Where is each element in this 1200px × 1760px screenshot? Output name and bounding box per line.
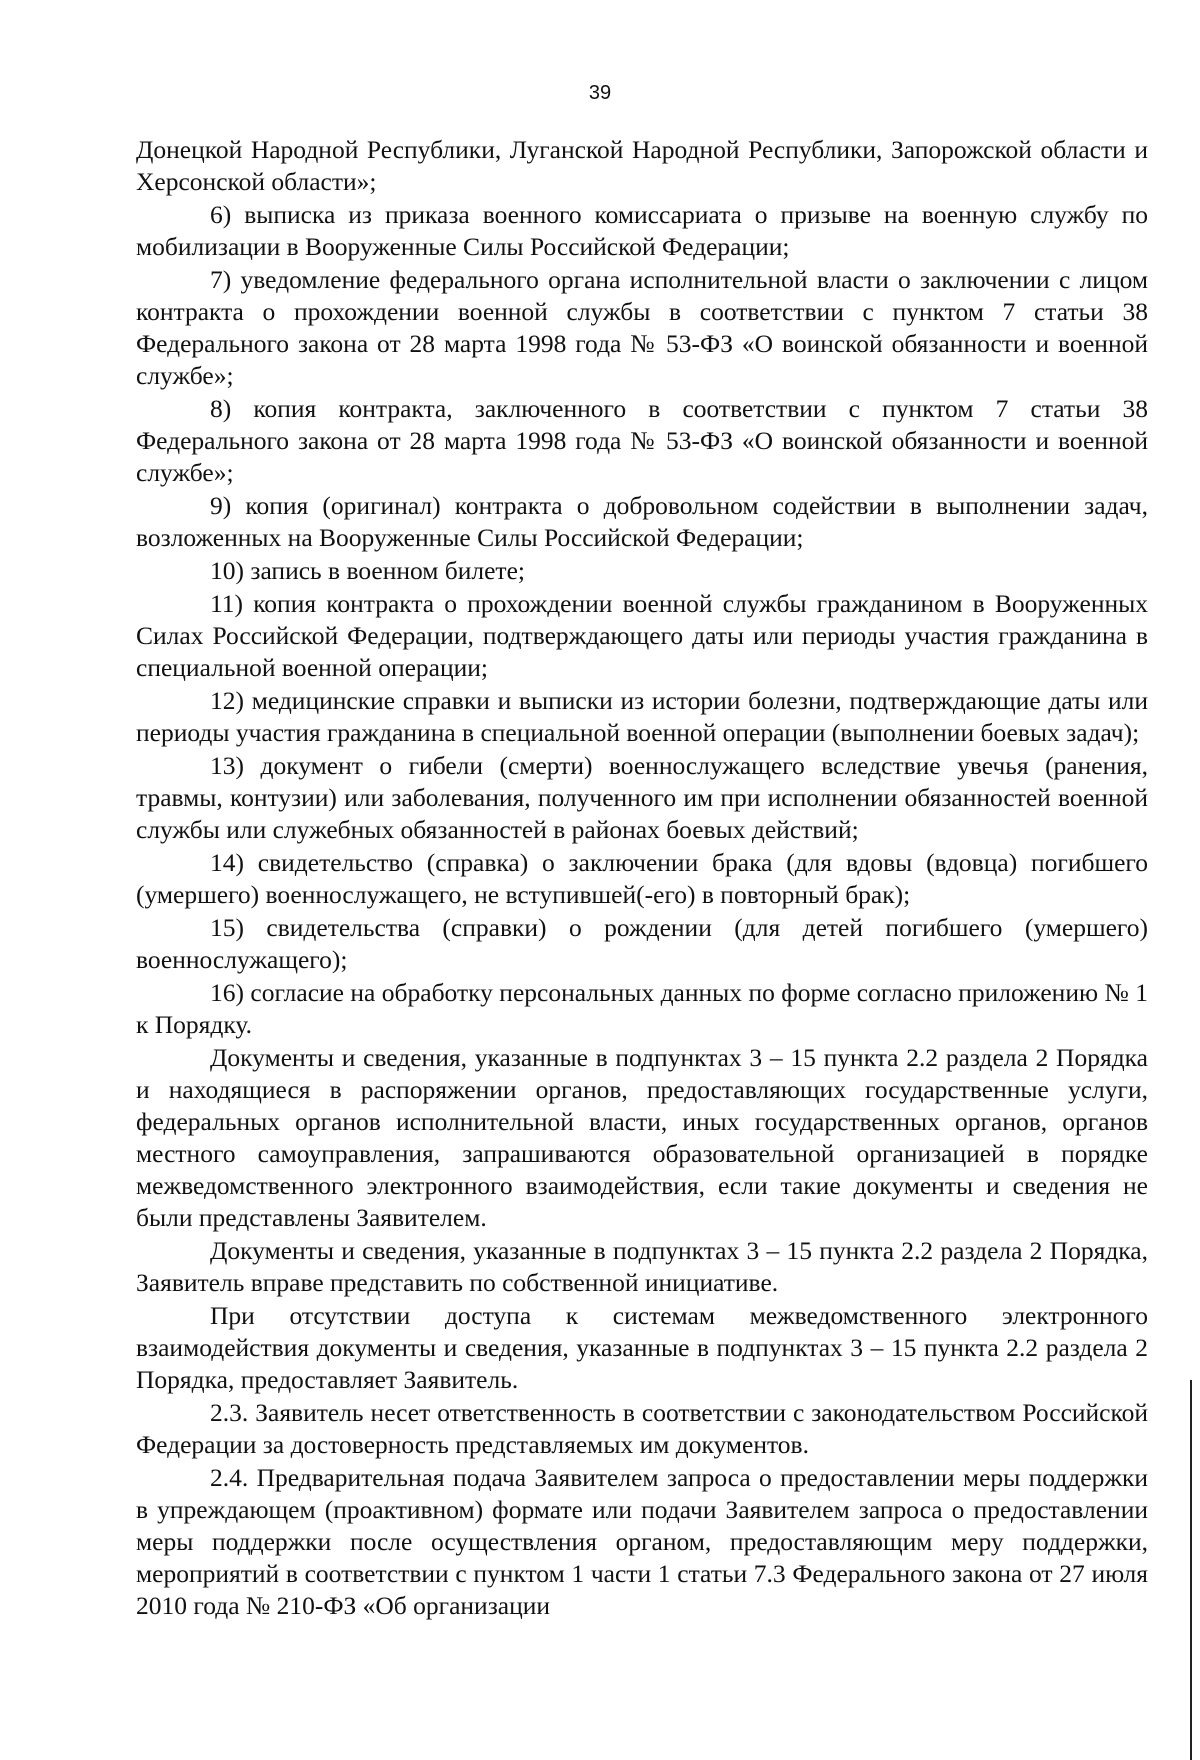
paragraph: Донецкой Народной Республики, Луганской Народной Республики, Запорожской области и Херсонской области»; (136, 135, 1148, 196)
paragraph-no-access: При отсутствии доступа к системам межведомственного электронного взаимодействия документы и сведения, указанные в подпунктах 3 – 15 пункта 2.2 раздела 2 Порядка, предоставляет Заявитель. (136, 1301, 1148, 1394)
list-item-12: 12) медицинские справки и выписки из истории болезни, подтверждающие даты или периоды участия гражданина в специальной военной операции (выполнении боевых задач); (136, 686, 1148, 747)
scan-edge-line (1190, 1380, 1192, 1760)
list-item-16: 16) согласие на обработку персональных данных по форме согласно приложению № 1 к Порядку. (136, 978, 1148, 1039)
list-item-14: 14) свидетельство (справка) о заключении брака (для вдовы (вдовца) погибшего (умершего) военнослужащего, не вступившей(-его) в повторный брак); (136, 848, 1148, 909)
list-item-6: 6) выписка из приказа военного комиссариата о призыве на военную службу по мобилизации в Вооруженные Силы Российской Федерации; (136, 200, 1148, 261)
list-item-11: 11) копия контракта о прохождении военной службы гражданином в Вооруженных Силах Российской Федерации, подтверждающего даты или периоды участия гражданина в специальной военной операции; (136, 589, 1148, 682)
list-item-9: 9) копия (оригинал) контракта о добровольном содействии в выполнении задач, возложенных на Вооруженные Силы Российской Федерации; (136, 491, 1148, 552)
clause-2-3: 2.3. Заявитель несет ответственность в соответствии с законодательством Российской Федерации за достоверность представляемых им документов. (136, 1398, 1148, 1459)
page-number: 39 (588, 82, 612, 104)
list-item-7: 7) уведомление федерального органа исполнительной власти о заключении с лицом контракта о прохождении военной службы в соответствии с пунктом 7 статьи 38 Федерального закона от 28 марта 1998 года № 53-ФЗ «О воинской обязанности и военной службе»; (136, 265, 1148, 390)
paragraph-interagency-request: Документы и сведения, указанные в подпунктах 3 – 15 пункта 2.2 раздела 2 Порядка и находящиеся в распоряжении органов, предоставляющих государственные услуги, федеральных органов исполнительной власти, иных государственных органов, органов местного самоуправления, запрашиваются образовательной организацией в порядке межведомственного электронного взаимодействия, если такие документы и сведения не были представлены Заявителем. (136, 1043, 1148, 1232)
paragraph-own-initiative: Документы и сведения, указанные в подпунктах 3 – 15 пункта 2.2 раздела 2 Порядка, Заявитель вправе представить по собственной инициативе. (136, 1236, 1148, 1297)
list-item-8: 8) копия контракта, заключенного в соответствии с пунктом 7 статьи 38 Федерального закона от 28 марта 1998 года № 53-ФЗ «О воинской обязанности и военной службе»; (136, 394, 1148, 487)
clause-2-4: 2.4. Предварительная подача Заявителем запроса о предоставлении меры поддержки в упреждающем (проактивном) формате или подачи Заявителем запроса о предоставлении меры поддержки после осуществления органом, предоставляющим меру поддержки, мероприятий в соответствии с пунктом 1 части 1 статьи 7.3 Федерального закона от 27 июля 2010 года № 210-ФЗ «Об организации (136, 1463, 1148, 1620)
list-item-10: 10) запись в военном билете; (210, 556, 525, 585)
list-item-15: 15) свидетельства (справки) о рождении (для детей погибшего (умершего) военнослужащего); (136, 913, 1148, 974)
list-item-13: 13) документ о гибели (смерти) военнослужащего вследствие увечья (ранения, травмы, контузии) или заболевания, полученного им при исполнении обязанностей военной службы или служебных обязанностей в районах боевых действий; (136, 751, 1148, 844)
document-body (136, 134, 1148, 1623)
